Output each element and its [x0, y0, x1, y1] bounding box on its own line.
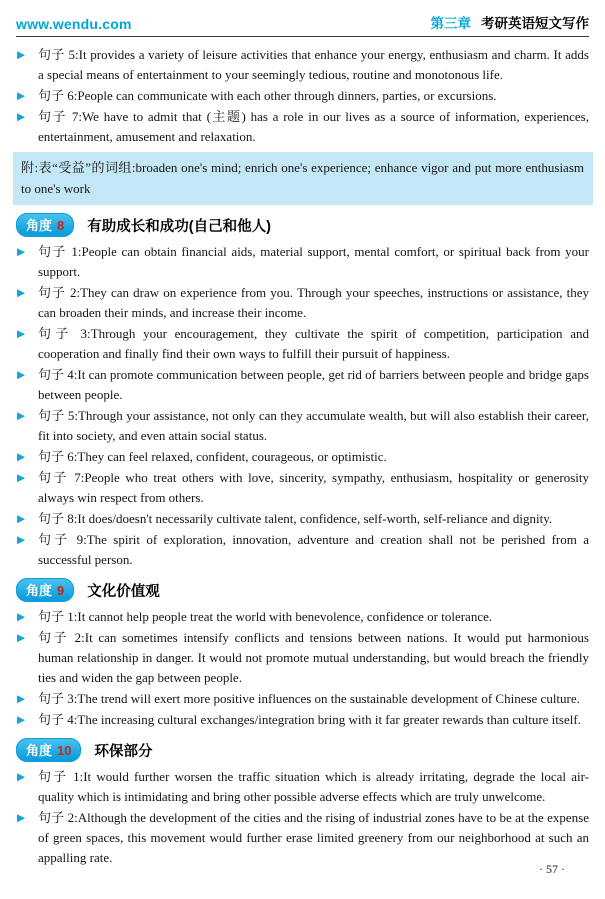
bullet-triangle-icon: ▶: [17, 693, 26, 705]
page-number: · 57 ·: [539, 862, 565, 876]
sentence-text: It can promote communication between people, get rid of barriers between people and bridge gaps between people.: [38, 367, 589, 402]
sentence-label: 句子 2:: [38, 630, 85, 645]
bullet-triangle-icon: ▶: [17, 246, 26, 258]
bullet-triangle-icon: ▶: [17, 287, 26, 299]
sentence-text: The spirit of exploration, innovation, adventure and creation shall not be perished from a successful person.: [38, 532, 589, 567]
site-url: www.wendu.com: [16, 16, 132, 32]
sentence-item: [16, 447, 589, 467]
sentence-label: 句子 4:: [38, 367, 78, 382]
angle-section-header: [16, 213, 589, 237]
sentence-label: 句子 1:: [38, 769, 84, 784]
sentence-text: Through your assistance, not only can they accumulate wealth, but will also establish their career, fit into society, and even attain social status.: [38, 408, 589, 443]
sentence-text: It provides a variety of leisure activities that enhance your energy, enthusiasm and charm. It adds a special means of entertainment to your seemingly tedious, routine and monotonous life.: [38, 47, 589, 82]
bullet-triangle-icon: ▶: [17, 451, 26, 463]
bullet-triangle-icon: ▶: [17, 410, 26, 422]
sentence-item: [16, 808, 589, 868]
sentence-label: 句子 5:: [38, 47, 79, 62]
sentence-item: [16, 242, 589, 282]
sentence-item: [16, 530, 589, 570]
sentence-item: [16, 710, 589, 730]
bullet-triangle-icon: ▶: [17, 632, 26, 644]
bullet-triangle-icon: ▶: [17, 771, 26, 783]
sentence-label: 句子 9:: [38, 532, 87, 547]
sentence-label: 句子 7:: [38, 470, 85, 485]
sentence-label: 句子 2:: [38, 810, 78, 825]
page-body: [16, 45, 589, 868]
bullet-triangle-icon: ▶: [17, 111, 26, 123]
bullet-triangle-icon: ▶: [17, 472, 26, 484]
sentence-text: They can feel relaxed, confident, courageous, or optimistic.: [77, 449, 387, 464]
sentence-label: 句子 1:: [38, 244, 82, 259]
bullet-triangle-icon: ▶: [17, 49, 26, 61]
angle-badge-number: 9: [57, 583, 65, 598]
sentence-item: [16, 468, 589, 508]
sentence-text: People can communicate with each other through dinners, parties, or excursions.: [77, 88, 497, 103]
bullet-triangle-icon: ▶: [17, 812, 26, 824]
sentence-label: 句子 3:: [38, 326, 91, 341]
sentence-item: [16, 324, 589, 364]
sentence-text: The trend will exert more positive influences on the sustainable development of Chinese culture.: [77, 691, 580, 706]
sentence-item: [16, 607, 589, 627]
sentence-text: People can obtain financial aids, material support, mental comfort, or spiritual back from your support.: [38, 244, 589, 279]
sentence-text: We have to admit that (主题) has a role in our lives as a source of information, experiences, entertainment, amusement and relaxation.: [38, 109, 589, 144]
angle-badge: [16, 578, 74, 602]
sentence-label: 句子 8:: [38, 511, 78, 526]
sentence-label: 句子 5:: [38, 408, 78, 423]
bullet-triangle-icon: ▶: [17, 328, 26, 340]
sentence-label: 句子 6:: [38, 88, 78, 103]
sentence-text: Although the development of the cities and the rising of industrial zones have to be at the expense of green spaces, this movement would further erase limited greenery from our neighborhood at such an appalling rate.: [38, 810, 589, 865]
sentence-item: [16, 86, 589, 106]
angle-title: 有助成长和成功(自己和他人): [87, 218, 271, 235]
angle-badge: [16, 213, 74, 237]
bullet-triangle-icon: ▶: [17, 534, 26, 546]
sentence-item: [16, 509, 589, 529]
page-header: [16, 6, 589, 37]
angle-badge-label: 角度: [26, 218, 53, 233]
bullet-triangle-icon: ▶: [17, 513, 26, 525]
sentence-item: [16, 45, 589, 85]
angle-badge-number: 8: [57, 218, 65, 233]
angle-title: 环保部分: [94, 743, 153, 760]
sentence-label: 句子 4:: [38, 712, 78, 727]
sentence-label: 句子 7:: [38, 109, 82, 124]
sentence-label: 句子 2:: [38, 285, 81, 300]
angle-badge-label: 角度: [26, 743, 53, 758]
sentence-text: It can sometimes intensify conflicts and tensions between nations. It would put harmonious human relationship in danger. It would not promote mutual understanding, but would breach the friendly ties and widen the gap between people.: [38, 630, 589, 685]
sentence-item: [16, 689, 589, 709]
note-label: 附:表“受益”的词组:: [21, 160, 136, 175]
bullet-triangle-icon: ▶: [17, 714, 26, 726]
sentence-label: 句子 3:: [38, 691, 78, 706]
sentence-text: It would further worsen the traffic situation which is already irritating, degrade the local air-quality which is intimidating and bring other possible adverse effects which are truly unwelcome.: [38, 769, 589, 804]
sentence-item: [16, 107, 589, 147]
sentence-text: People who treat others with love, sincerity, sympathy, enthusiasm, hospitality or generosity always win respect from others.: [38, 470, 589, 505]
angle-section-header: [16, 578, 589, 602]
sentence-text: It does/doesn't necessarily cultivate talent, confidence, self-worth, self-reliance and dignity.: [77, 511, 553, 526]
angle-title: 文化价值观: [87, 583, 160, 600]
sentence-label: 句子 1:: [38, 609, 78, 624]
sentence-label: 句子 6:: [38, 449, 78, 464]
bullet-triangle-icon: ▶: [17, 369, 26, 381]
note-box: [13, 152, 593, 205]
chapter-number: 第三章: [430, 16, 471, 31]
bullet-triangle-icon: ▶: [17, 611, 26, 623]
angle-badge-number: 10: [57, 743, 72, 758]
sentence-item: [16, 365, 589, 405]
angle-section-header: [16, 738, 589, 762]
sentence-item: [16, 406, 589, 446]
sentence-text: The increasing cultural exchanges/integration bring with it far greater rewards than culture itself.: [77, 712, 581, 727]
sentence-item: [16, 628, 589, 688]
sentence-item: [16, 283, 589, 323]
angle-badge-label: 角度: [26, 583, 53, 598]
note-text: broaden one's mind; enrich one's experience; enhance vigor and put more enthusiasm to one's work: [21, 160, 584, 196]
chapter-heading: [431, 12, 590, 32]
sentence-item: [16, 767, 589, 807]
angle-badge: [16, 738, 81, 762]
sentence-text: Through your encouragement, they cultivate the spirit of competition, participation and cooperation and finally find their own ways to fulfill their pursuit of happiness.: [38, 326, 589, 361]
sentence-text: They can draw on experience from you. Through your speeches, instructions or assistance, they can broaden their minds, and increase their income.: [38, 285, 590, 320]
bullet-triangle-icon: ▶: [17, 90, 26, 102]
sentence-text: It cannot help people treat the world with benevolence, confidence or tolerance.: [77, 609, 493, 624]
chapter-title: 考研英语短文写作: [481, 16, 589, 31]
